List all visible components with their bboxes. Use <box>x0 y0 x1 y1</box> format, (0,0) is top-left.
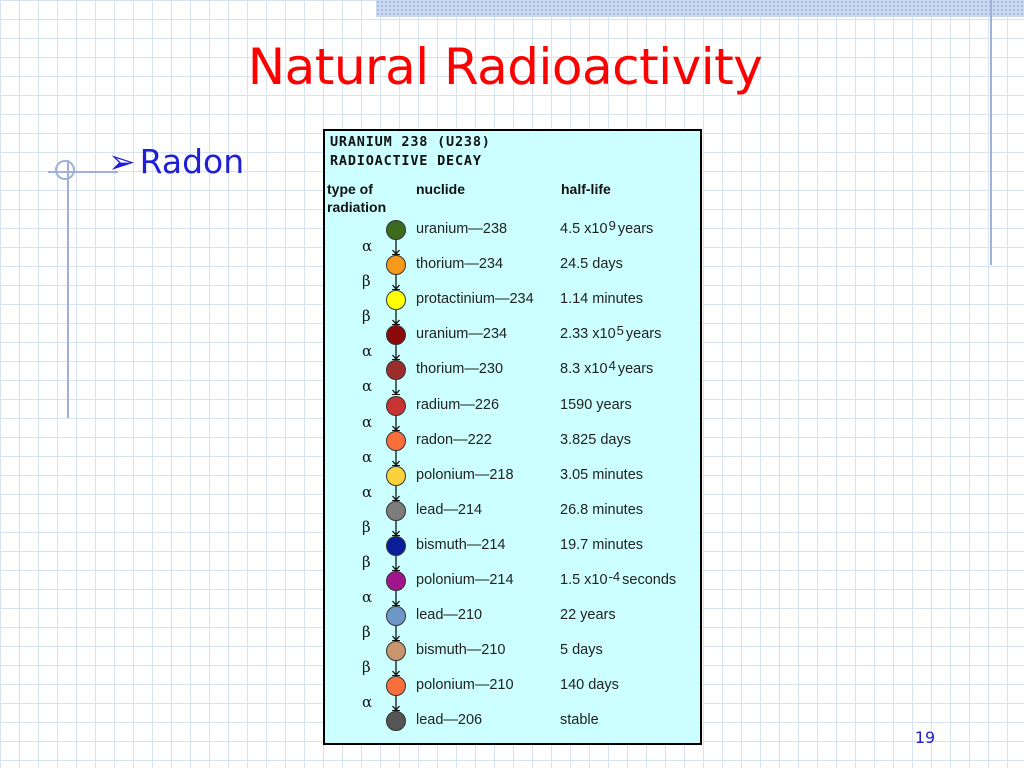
nuclide-name: uranium—238 <box>416 221 508 237</box>
half-life-value <box>560 642 603 658</box>
half-life-value <box>560 358 654 378</box>
column-header-type-line-2: radiation <box>327 199 387 215</box>
decay-type-symbol: β <box>362 623 371 642</box>
decay-chart <box>323 129 702 745</box>
left-decorative-line <box>67 160 69 418</box>
half-life-value <box>560 569 677 588</box>
nuclide-name: lead—210 <box>416 607 483 624</box>
down-arrow-icon <box>385 451 407 466</box>
half-life-base: 22 years <box>560 607 616 624</box>
nuclide-dot <box>386 360 406 380</box>
decay-row <box>325 255 700 290</box>
nuclide-dot <box>386 571 406 591</box>
nuclide-dot <box>386 431 406 451</box>
column-header-half-life: half-life <box>561 181 611 197</box>
nuclide-name: bismuth—214 <box>416 536 506 553</box>
half-life-unit: years <box>617 361 654 378</box>
half-life-base: 8.3 x10 <box>560 361 608 378</box>
column-header-type <box>327 180 386 216</box>
down-arrow-icon <box>385 240 407 255</box>
half-life-unit: years <box>617 221 654 237</box>
half-life-value <box>560 677 619 693</box>
decay-row <box>325 501 700 536</box>
half-life-base: 1.14 minutes <box>560 291 644 308</box>
decay-type-symbol: α <box>362 412 373 431</box>
slide-title: Natural Radioactivity <box>247 38 763 96</box>
nuclide-name: lead—206 <box>416 712 483 729</box>
nuclide-name: radon—222 <box>416 431 492 448</box>
nuclide-name: thorium—234 <box>416 256 504 273</box>
down-arrow-icon <box>385 416 407 431</box>
nuclide-dot <box>386 711 406 731</box>
nuclide-name: protactinium—234 <box>416 291 534 308</box>
decay-row <box>325 641 700 676</box>
half-life-base: 26.8 minutes <box>560 501 644 518</box>
half-life-value <box>560 218 654 237</box>
nuclide-dot <box>386 501 406 521</box>
decay-row <box>325 466 700 501</box>
half-life-unit: years <box>625 326 662 343</box>
half-life-base: stable <box>560 712 599 729</box>
down-arrow-icon <box>385 556 407 571</box>
decay-type-symbol: β <box>362 658 371 677</box>
nuclide-name: radium—226 <box>416 396 500 413</box>
nuclide-dot <box>386 536 406 556</box>
down-arrow-icon <box>385 345 407 360</box>
half-life-exponent: -4 <box>608 569 621 584</box>
half-life-base: 1590 years <box>560 396 632 413</box>
down-arrow-icon <box>385 486 407 501</box>
nuclide-dot <box>386 676 406 696</box>
nuclide-name: bismuth—210 <box>416 642 506 659</box>
half-life-base: 1.5 x10 <box>560 572 608 588</box>
decay-type-symbol: α <box>362 693 373 712</box>
down-arrow-icon <box>385 626 407 641</box>
down-arrow-icon <box>385 310 407 325</box>
half-life-unit: seconds <box>622 572 677 588</box>
nuclide-dot <box>386 641 406 661</box>
decay-row <box>325 571 700 606</box>
down-arrow-icon <box>385 661 407 676</box>
nuclide-dot <box>386 290 406 310</box>
decay-type-symbol: α <box>362 377 373 396</box>
half-life-value <box>560 607 616 623</box>
nuclide-name: lead—214 <box>416 501 483 518</box>
half-life-base: 3.825 days <box>560 431 631 448</box>
half-life-value <box>560 537 643 553</box>
chart-title-line-2: RADIOACTIVE DECAY <box>330 153 482 169</box>
nuclide-dot <box>386 325 406 345</box>
nuclide-dot <box>386 466 406 486</box>
decay-type-symbol: α <box>362 482 373 501</box>
half-life-value <box>560 432 631 448</box>
nuclide-dot <box>386 255 406 275</box>
half-life-base: 3.05 minutes <box>560 466 644 483</box>
half-life-value <box>560 397 632 413</box>
chart-title-line-1: URANIUM 238 (U238) <box>330 134 491 150</box>
half-life-value <box>560 291 643 307</box>
down-arrow-icon <box>385 275 407 290</box>
half-life-exponent: 4 <box>608 358 616 374</box>
decay-row <box>325 290 700 325</box>
decay-type-symbol: β <box>362 552 371 571</box>
half-life-exponent: 5 <box>616 323 624 339</box>
nuclide-name: thorium—230 <box>416 361 504 378</box>
decay-type-symbol: β <box>362 307 371 326</box>
nuclide-dot <box>386 396 406 416</box>
nuclide-name: polonium—210 <box>416 677 514 694</box>
half-life-base: 4.5 x10 <box>560 221 608 237</box>
bullet-text: Radon <box>139 142 245 181</box>
down-arrow-icon <box>385 696 407 711</box>
half-life-exponent: 9 <box>608 218 616 233</box>
half-life-base: 24.5 days <box>560 256 623 273</box>
nuclide-dot <box>386 220 406 240</box>
top-decorative-band <box>376 0 1024 17</box>
decay-row <box>325 606 700 641</box>
decay-row <box>325 431 700 466</box>
half-life-value <box>560 256 623 272</box>
down-arrow-icon <box>385 591 407 606</box>
half-life-base: 5 days <box>560 642 603 659</box>
half-life-value <box>560 323 662 343</box>
decay-type-symbol: α <box>362 342 373 361</box>
decay-row <box>325 360 700 395</box>
crosshair-circle <box>55 160 75 180</box>
decay-type-symbol: α <box>362 237 373 255</box>
bullet-item <box>108 142 244 181</box>
decay-type-symbol: β <box>362 272 371 291</box>
decay-row <box>325 325 700 360</box>
half-life-value <box>560 712 599 728</box>
half-life-base: 19.7 minutes <box>560 536 644 553</box>
half-life-base: 140 days <box>560 677 619 694</box>
decay-row <box>325 536 700 571</box>
half-life-value <box>560 502 643 518</box>
decay-type-symbol: β <box>362 517 371 536</box>
nuclide-name: uranium—234 <box>416 326 508 343</box>
decay-row <box>325 676 700 711</box>
nuclide-name: polonium—214 <box>416 572 514 588</box>
nuclide-dot <box>386 606 406 626</box>
nuclide-name: polonium—218 <box>416 466 514 483</box>
decay-row <box>325 220 700 255</box>
half-life-value <box>560 467 643 483</box>
half-life-base: 2.33 x10 <box>560 326 616 343</box>
page-number: 19 <box>914 728 936 747</box>
decay-row <box>325 396 700 431</box>
down-arrow-icon <box>385 521 407 536</box>
decay-row <box>325 711 700 746</box>
bullet-arrow-icon: ➢ <box>108 142 136 181</box>
column-header-type-line-1: type of <box>327 181 373 197</box>
column-header-nuclide: nuclide <box>416 181 466 197</box>
decay-type-symbol: α <box>362 588 373 606</box>
decay-type-symbol: α <box>362 447 373 466</box>
down-arrow-icon <box>385 380 407 395</box>
